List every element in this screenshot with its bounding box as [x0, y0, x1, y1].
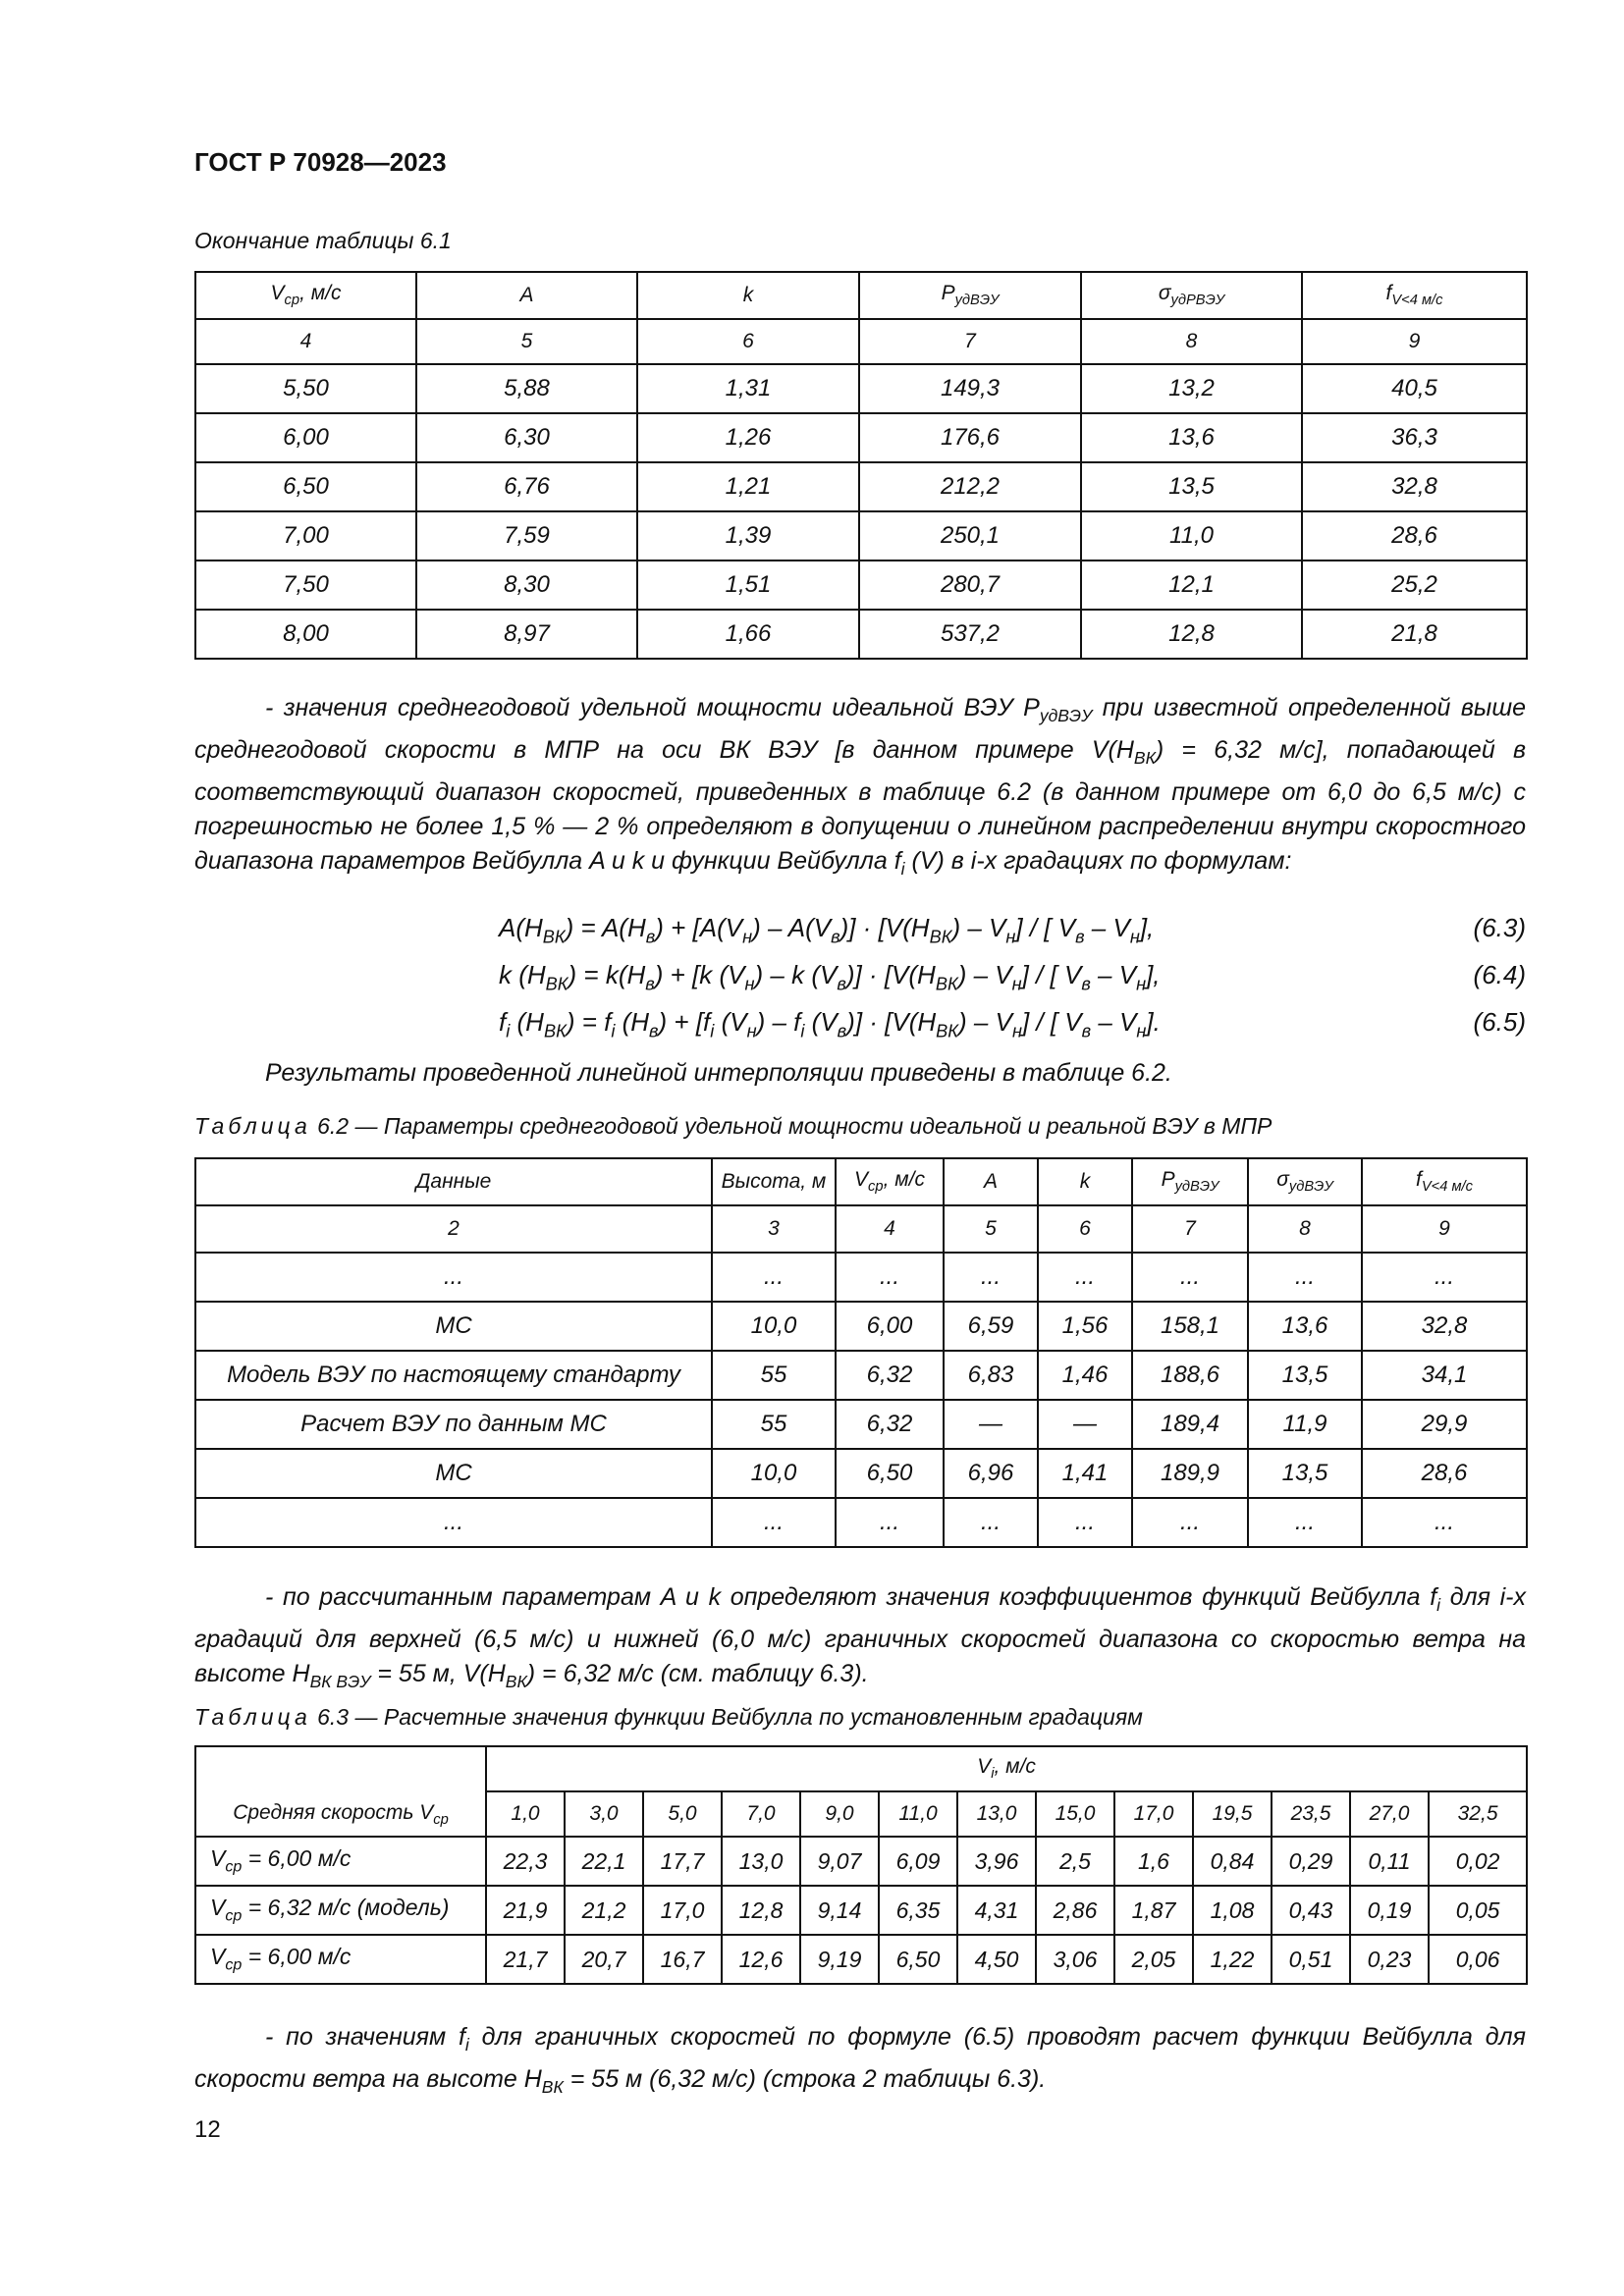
header-vi: $V_i$, м/с — [486, 1746, 1527, 1791]
speed-header: 9,0 — [800, 1791, 879, 1837]
table-6-1 — [194, 271, 1528, 660]
table-cell: ... — [836, 1498, 944, 1547]
table-cell: 6,35 — [879, 1886, 957, 1935]
table-cell: 188,6 — [1132, 1351, 1248, 1400]
table-cell: ... — [944, 1498, 1038, 1547]
table-cell: 11,0 — [1081, 511, 1302, 561]
table-cell: 2,05 — [1114, 1935, 1193, 1984]
col-num: 9 — [1302, 319, 1527, 364]
col-num: 6 — [1038, 1205, 1132, 1253]
table-cell: 1,39 — [637, 511, 859, 561]
table-cell: 12,6 — [722, 1935, 800, 1984]
table-cell: 6,32 — [836, 1400, 944, 1449]
table-cell: 0,84 — [1193, 1837, 1272, 1886]
table-cell: 1,21 — [637, 462, 859, 511]
table-cell: ... — [1132, 1253, 1248, 1302]
table-cell: Расчет ВЭУ по данным МС — [195, 1400, 712, 1449]
table-cell: 13,5 — [1248, 1449, 1362, 1498]
table-row — [195, 1837, 1527, 1886]
speed-header: 13,0 — [957, 1791, 1036, 1837]
table-header-row — [195, 272, 1527, 319]
table-cell: 0,43 — [1272, 1886, 1350, 1935]
header-sigma: $\sigma_{удРВЭУ}$ — [1081, 272, 1302, 319]
table-cell: 9,19 — [800, 1935, 879, 1984]
table-cell: 1,56 — [1038, 1302, 1132, 1351]
table-cell: 280,7 — [859, 561, 1081, 610]
table-cell: 0,11 — [1350, 1837, 1429, 1886]
table-cell: 10,0 — [712, 1449, 836, 1498]
table-cell: 4,31 — [957, 1886, 1036, 1935]
table-cell: МС — [195, 1302, 712, 1351]
header-k: k — [1038, 1158, 1132, 1205]
table-cell: 0,29 — [1272, 1837, 1350, 1886]
table-cell: 189,4 — [1132, 1400, 1248, 1449]
table-cell: 1,26 — [637, 413, 859, 462]
table-cell: — — [1038, 1400, 1132, 1449]
table-cell: ... — [1038, 1253, 1132, 1302]
col-num: 2 — [195, 1205, 712, 1253]
formula-number: (6.4) — [1473, 960, 1526, 989]
table-cell: 40,5 — [1302, 364, 1527, 413]
table-cell: 13,5 — [1081, 462, 1302, 511]
speed-header: 23,5 — [1272, 1791, 1350, 1837]
table-cell: 0,06 — [1429, 1935, 1527, 1984]
speed-header: 3,0 — [565, 1791, 643, 1837]
table-cell: 6,83 — [944, 1351, 1038, 1400]
table-cell: 1,51 — [637, 561, 859, 610]
table-cell: 10,0 — [712, 1302, 836, 1351]
table-cell: 20,7 — [565, 1935, 643, 1984]
table-cell: ... — [1132, 1498, 1248, 1547]
table-cell: 55 — [712, 1400, 836, 1449]
table-cell: ... — [944, 1253, 1038, 1302]
table-row — [195, 561, 1527, 610]
table-cell: 6,50 — [879, 1935, 957, 1984]
table-row — [195, 1886, 1527, 1935]
table-row — [195, 1351, 1527, 1400]
header-a: A — [944, 1158, 1038, 1205]
header-p: $P_{удВЭУ}$ — [859, 272, 1081, 319]
table-cell: 3,96 — [957, 1837, 1036, 1886]
col-num: 6 — [637, 319, 859, 364]
table-cell: 1,46 — [1038, 1351, 1132, 1400]
table-cell: 22,3 — [486, 1837, 565, 1886]
col-num: 7 — [1132, 1205, 1248, 1253]
table-cell: 6,30 — [416, 413, 637, 462]
table-cell: 21,9 — [486, 1886, 565, 1935]
header-vsr: $V_{ср}$, м/с — [836, 1158, 944, 1205]
table-cell: 12,1 — [1081, 561, 1302, 610]
table-row — [195, 1302, 1527, 1351]
table-cell: 1,22 — [1193, 1935, 1272, 1984]
table-cell: 2,5 — [1036, 1837, 1114, 1886]
header-p: $P_{удВЭУ}$ — [1132, 1158, 1248, 1205]
col-num: 9 — [1362, 1205, 1527, 1253]
table-cell: 13,0 — [722, 1837, 800, 1886]
table-cell: ... — [1362, 1253, 1527, 1302]
table-cell: 5,50 — [195, 364, 416, 413]
table-cell: 6,00 — [195, 413, 416, 462]
table-cell: 189,9 — [1132, 1449, 1248, 1498]
table-cell: ... — [1362, 1498, 1527, 1547]
row-label: $V_{ср} = 6,00$ м/с — [195, 1935, 486, 1984]
table-cell: 6,96 — [944, 1449, 1038, 1498]
table-cell: 6,50 — [195, 462, 416, 511]
table-cell: 12,8 — [1081, 610, 1302, 659]
formula-number: (6.5) — [1473, 1007, 1526, 1037]
table-cell: 13,6 — [1081, 413, 1302, 462]
table-header-row — [195, 1158, 1527, 1205]
paragraph-interpolation: Результаты проведенной линейной интерполяции приведены в таблице 6.2. — [265, 1059, 1172, 1087]
table-6-1-caption: Окончание таблицы 6.1 — [194, 228, 452, 253]
table-cell: 6,76 — [416, 462, 637, 511]
table-row — [195, 364, 1527, 413]
table-cell: ... — [195, 1498, 712, 1547]
table-cell: 0,02 — [1429, 1837, 1527, 1886]
table-cell: 29,9 — [1362, 1400, 1527, 1449]
table-row — [195, 610, 1527, 659]
table-6-3 — [194, 1745, 1528, 1985]
table-cell: 8,00 — [195, 610, 416, 659]
header-f: $f_{V<4 м/с}$ — [1302, 272, 1527, 319]
table-cell: ... — [712, 1253, 836, 1302]
table-row — [195, 511, 1527, 561]
table-cell: МС — [195, 1449, 712, 1498]
table-cell: Модель ВЭУ по настоящему стандарту — [195, 1351, 712, 1400]
table-6-2 — [194, 1157, 1528, 1548]
table-cell: ... — [1248, 1498, 1362, 1547]
table-cell: 28,6 — [1302, 511, 1527, 561]
table-cell: 8,97 — [416, 610, 637, 659]
table-cell: 16,7 — [643, 1935, 722, 1984]
table-group-header-row — [195, 1746, 1527, 1791]
formula-6-3: $A(H_{ВК}) = A(H_в) + [A(V_н) - A(V_в)] \cdot [V(H_{ВК}) - V_н]$ / [ $V_в - V_н$], — [499, 913, 1155, 947]
speed-header: 11,0 — [879, 1791, 957, 1837]
document-code: ГОСТ Р 70928—2023 — [194, 147, 447, 177]
table-row — [195, 1935, 1527, 1984]
table-cell: 8,30 — [416, 561, 637, 610]
table-row — [195, 413, 1527, 462]
table-cell: 250,1 — [859, 511, 1081, 561]
table-cell: 6,50 — [836, 1449, 944, 1498]
col-num: 7 — [859, 319, 1081, 364]
table-cell: 32,8 — [1302, 462, 1527, 511]
col-num: 4 — [836, 1205, 944, 1253]
speed-header: 1,0 — [486, 1791, 565, 1837]
table-6-3-caption: Таблица 6.3 — Расчетные значения функции Вейбулла по установленным градациям — [194, 1704, 1143, 1730]
table-cell: 6,09 — [879, 1837, 957, 1886]
table-cell: 1,31 — [637, 364, 859, 413]
speed-header: 5,0 — [643, 1791, 722, 1837]
table-cell: 9,07 — [800, 1837, 879, 1886]
paragraph-weibull-calculation: - по значениям $f_i$ для граничных скоростей по формуле (6.5) проводят расчет функции Вейбулла для скорости ветра на высоте $H_{ВК} = 55$ м (6,32 м/с) (строка 2 таблицы 6.3). — [194, 2023, 1526, 2098]
table-cell: 6,32 — [836, 1351, 944, 1400]
table-cell: 158,1 — [1132, 1302, 1248, 1351]
header-f: $f_{V<4 м/с}$ — [1362, 1158, 1527, 1205]
table-cell: ... — [712, 1498, 836, 1547]
table-cell: 55 — [712, 1351, 836, 1400]
table-cell: 537,2 — [859, 610, 1081, 659]
header-vsr: $V_{ср}$, м/с — [195, 272, 416, 319]
table-row — [195, 1498, 1527, 1547]
table-cell: 34,1 — [1362, 1351, 1527, 1400]
table-cell: 9,14 — [800, 1886, 879, 1935]
table-cell: 13,6 — [1248, 1302, 1362, 1351]
table-cell: 13,2 — [1081, 364, 1302, 413]
table-cell: 176,6 — [859, 413, 1081, 462]
speed-header: 17,0 — [1114, 1791, 1193, 1837]
table-cell: 6,59 — [944, 1302, 1038, 1351]
paragraph-weibull-coefficients: - по рассчитанным параметрам A и k определяют значения коэффициентов функций Вейбулла $f_i$ для i-х градаций для верхней (6,5 м/с) и нижней (6,0 м/с) граничных скоростей диапазона со скоростью ветра на высоте $H_{ВК ВЭУ} = 55$ м, $V(H_{ВК}) = 6,32$ м/с (см. таблицу 6.3). — [194, 1583, 1527, 1692]
table-cell: ... — [1248, 1253, 1362, 1302]
table-cell: 3,06 — [1036, 1935, 1114, 1984]
table-cell: 2,86 — [1036, 1886, 1114, 1935]
header-a: A — [416, 272, 637, 319]
table-cell: 0,19 — [1350, 1886, 1429, 1935]
table-cell: 6,00 — [836, 1302, 944, 1351]
table-cell: 149,3 — [859, 364, 1081, 413]
table-cell: 25,2 — [1302, 561, 1527, 610]
table-cell: — — [944, 1400, 1038, 1449]
table-cell: 21,2 — [565, 1886, 643, 1935]
table-cell: ... — [195, 1253, 712, 1302]
table-cell: 28,6 — [1362, 1449, 1527, 1498]
header-k: k — [637, 272, 859, 319]
col-num: 4 — [195, 319, 416, 364]
formula-number: (6.3) — [1473, 913, 1526, 942]
header-height: Высота, м — [712, 1158, 836, 1205]
table-cell: 21,8 — [1302, 610, 1527, 659]
table-cell: 17,7 — [643, 1837, 722, 1886]
table-cell: 1,6 — [1114, 1837, 1193, 1886]
table-cell: 7,59 — [416, 511, 637, 561]
table-cell: 5,88 — [416, 364, 637, 413]
col-num: 3 — [712, 1205, 836, 1253]
row-label: $V_{ср} = 6,32$ м/с (модель) — [195, 1886, 486, 1935]
table-cell: 1,41 — [1038, 1449, 1132, 1498]
table-cell: 21,7 — [486, 1935, 565, 1984]
table-cell: 0,23 — [1350, 1935, 1429, 1984]
table-row — [195, 462, 1527, 511]
table-cell: 1,87 — [1114, 1886, 1193, 1935]
table-cell: 36,3 — [1302, 413, 1527, 462]
table-cell: 12,8 — [722, 1886, 800, 1935]
table-cell: 0,51 — [1272, 1935, 1350, 1984]
table-cell: 1,08 — [1193, 1886, 1272, 1935]
speed-header: 7,0 — [722, 1791, 800, 1837]
col-num: 8 — [1081, 319, 1302, 364]
table-cell: ... — [836, 1253, 944, 1302]
paragraph-power-values: - значения среднегодовой удельной мощности идеальной ВЭУ $P_{удВЭУ}$ при известной определенной выше среднегодовой скорости в МПР на оси ВК ВЭУ [в данном примере $V(H_{ВК}) = 6,32$ м/с], попадающей в соответствующий диапазон скоростей, приведенных в таблице 6.2 (в данном примере от 6,0 до 6,5 м/с) с погрешностью не более 1,5 % — 2 % определяют в допущении о линейном распределении внутри скоростного диапазона параметров Вейбулла A и k и функции Вейбулла $f_i$ (V) в i-х градациях по формулам: — [194, 694, 1526, 880]
formula-6-5: $f_i$ $(H_{ВК}) = f_i$ $(H_в) + [f_i$ $(V_н) - f_i$ $(V_в)] \cdot [V(H_{ВК}) - V_н]$ / [ $V_в - V_н$]. — [499, 1007, 1161, 1041]
column-number-row — [195, 319, 1527, 364]
col-num: 5 — [416, 319, 637, 364]
row-label: $V_{ср} = 6,00$ м/с — [195, 1837, 486, 1886]
page-number: 12 — [194, 2116, 221, 2143]
column-number-row — [195, 1205, 1527, 1253]
table-row — [195, 1253, 1527, 1302]
speed-header: 32,5 — [1429, 1791, 1527, 1837]
table-6-2-caption: Таблица 6.2 — Параметры среднегодовой удельной мощности идеальной и реальной ВЭУ в МПР — [194, 1113, 1272, 1139]
table-cell: ... — [1038, 1498, 1132, 1547]
table-cell: 4,50 — [957, 1935, 1036, 1984]
table-cell: 32,8 — [1362, 1302, 1527, 1351]
table-cell: 212,2 — [859, 462, 1081, 511]
table-cell: 1,66 — [637, 610, 859, 659]
header-data: Данные — [195, 1158, 712, 1205]
table-cell: 13,5 — [1248, 1351, 1362, 1400]
table-row — [195, 1449, 1527, 1498]
table-cell: 0,05 — [1429, 1886, 1527, 1935]
table-row — [195, 1400, 1527, 1449]
table-cell: 17,0 — [643, 1886, 722, 1935]
header-sigma: $\sigma_{удВЭУ}$ — [1248, 1158, 1362, 1205]
formula-6-4: k $(H_{ВК}) = k(H_в) + [k$ $(V_н)$ – k $(V_в)] \cdot [V(H_{ВК}) - V_н]$ / [ $V_в - V_н$], — [499, 960, 1161, 994]
table-cell: 7,50 — [195, 561, 416, 610]
col-num: 8 — [1248, 1205, 1362, 1253]
speed-header: 19,5 — [1193, 1791, 1272, 1837]
table-cell: 7,00 — [195, 511, 416, 561]
table-cell: 22,1 — [565, 1837, 643, 1886]
speed-header: 15,0 — [1036, 1791, 1114, 1837]
table-cell: 11,9 — [1248, 1400, 1362, 1449]
speed-header: 27,0 — [1350, 1791, 1429, 1837]
col-num: 5 — [944, 1205, 1038, 1253]
header-corner: Средняя скорость $V_{ср}$ — [195, 1746, 486, 1837]
